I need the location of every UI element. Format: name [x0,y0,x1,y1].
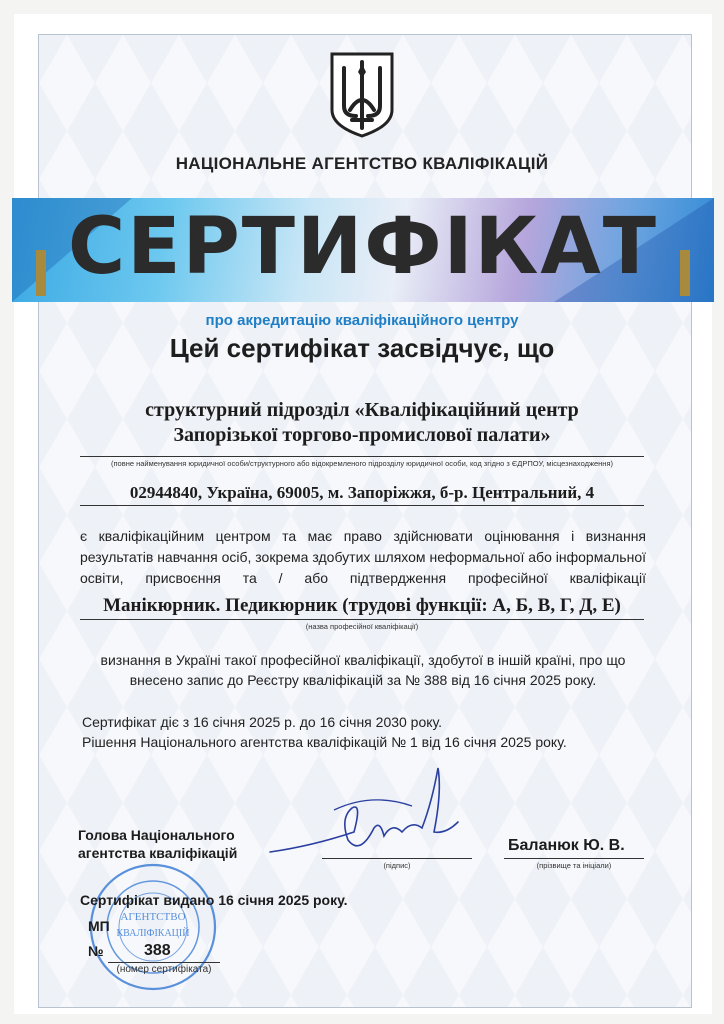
certifies-heading: Цей сертифікат засвідчує, що [169,333,555,363]
rights-text: є кваліфікаційним центром та має право здійснювати оцінювання і визнання результатів навчання осіб, зокрема здобутих шляхом неформальної або інформальної освіти, присвоєння та / або підтвердження професійної кваліфікації [80,528,646,586]
certificate-banner [12,198,714,302]
signature-underline [322,858,472,859]
signer-name: Баланюк Ю. В. [508,837,625,854]
entity-name-line2: Запорізької торгово-промислової палати» [173,424,551,446]
entity-underline [80,456,644,457]
entity-name-caption: (повне найменування юридичної особи/структурного або відокремленого підрозділу юридичної особи, код згідно з ЄДРПОУ, місцезнаходження) [111,459,613,468]
signatory-title-line1: Голова Національного [78,827,235,843]
issue-date: Сертифікат видано 16 січня 2025 року. [80,892,348,908]
recognition-text [80,650,646,690]
entity-name [80,398,644,448]
recognition-line1: визнання в Україні такої професійної кваліфікації, здобутої в іншій країні, про що [100,652,626,668]
validity-period: Сертифікат діє з 16 січня 2025 р. до 16 січня 2030 року. [82,714,443,730]
entity-name-line1: структурний підрозділ «Кваліфікаційний центр [145,399,579,421]
signature-caption: (підпис) [383,861,411,870]
signatory-title-line2: агентства кваліфікацій [78,845,238,861]
certificate-title: СЕРТИФІКАТ [68,202,658,292]
qualification-caption: (назва професійної кваліфікації) [305,622,419,631]
seal-label: МП [88,918,110,934]
svg-text:КВАЛІФІКАЦІЙ: КВАЛІФІКАЦІЙ [116,928,190,939]
ukraine-coat-of-arms-icon [328,50,396,138]
number-underline [108,962,220,963]
signatory-title [78,826,237,862]
svg-text:АГЕНТСТВО: АГЕНТСТВО [120,911,186,923]
validity-block [82,712,642,752]
address-underline [80,505,644,506]
agency-decision: Рішення Національного агентства кваліфікацій № 1 від 16 січня 2025 року. [82,734,567,750]
qualification-name: Манікюрник. Педикюрник (трудові функції: А, Б, В, Г, Д, Е) [103,595,621,616]
certificate-number: 388 [144,942,171,959]
entity-address: 02944840, Україна, 69005, м. Запоріжжя, б-р. Центральний, 4 [129,483,595,502]
signer-underline [504,858,644,859]
qualification-underline [80,619,644,620]
signer-caption: (прізвище та ініціали) [536,861,612,870]
handwritten-signature [262,762,462,866]
recognition-line2: внесено запис до Реєстру кваліфікацій за № 388 від 16 січня 2025 року. [129,672,597,688]
number-label: № [88,943,104,959]
agency-title: НАЦІОНАЛЬНЕ АГЕНТСТВО КВАЛІФІКАЦІЙ [175,154,549,173]
certificate-subtitle: про акредитацію кваліфікаційного центру [205,312,519,329]
number-caption: (номер сертифіката) [116,964,212,975]
